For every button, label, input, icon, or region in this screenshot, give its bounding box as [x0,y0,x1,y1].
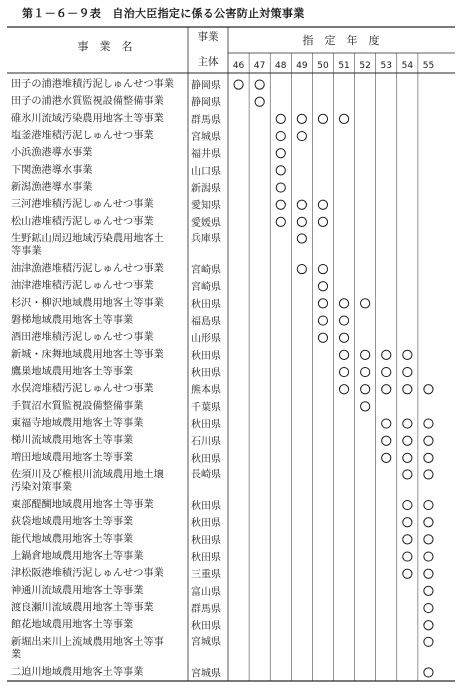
project-name: 碓氷川流域汚染農用地客土等事業 [11,113,164,125]
table-row [11,231,306,257]
project-name: 新堀出来川上流域農用地客土等事 [11,636,164,648]
project-entity: 富山県 [191,586,221,598]
table-row [11,313,349,328]
project-entity: 宮城県 [191,636,221,648]
designation-mark [318,299,327,308]
designation-mark [318,114,327,123]
designation-mark [403,436,412,445]
table-row [11,665,433,680]
project-name: 増田地域農用地客土等事業 [11,452,134,464]
project-name: 等事業 [11,245,42,257]
designation-mark [318,264,327,273]
project-name: 酒田港堆積汚泥しゅんせつ事業 [11,332,154,344]
project-name: 杉沢・柳沢地域農用地客土等事業 [11,297,164,309]
designation-mark [234,80,243,89]
year-header-48: 48 [275,61,287,71]
project-entity: 群馬県 [191,114,221,126]
table-title: 第１－６－９表 自治大臣指定に係る公害防止対策事業 [22,7,305,20]
designation-mark [339,299,348,308]
designation-mark [361,367,370,376]
designation-mark [403,367,412,376]
designation-mark [382,419,391,428]
designation-mark [318,282,327,291]
designation-mark [403,518,412,527]
table-row [11,364,412,379]
designation-mark [382,436,391,445]
project-name: 上鍋倉地域農用地客土等事業 [11,550,144,562]
year-header-53: 53 [380,61,392,71]
project-entity: 愛媛県 [191,217,221,229]
table-row [11,433,433,448]
designation-mark [339,385,348,394]
project-name: 佐須川及び椎根川流域農用地土壌 [11,469,164,481]
project-entity: 秋田県 [191,368,221,380]
table-row [11,146,285,161]
table-row [11,532,433,547]
designation-mark [297,264,306,273]
table-row [11,549,433,564]
project-entity: 宮城県 [191,132,221,144]
table-row [11,180,285,195]
project-name: 館花地域農用地客土等事業 [11,619,134,631]
designation-mark [424,453,433,462]
designation-mark [424,668,433,677]
project-entity: 秋田県 [191,453,221,465]
designation-mark [424,500,433,509]
table-row [11,214,328,229]
designation-mark [339,114,348,123]
table-row [11,399,370,414]
table-row [11,566,433,581]
project-entity: 山口県 [191,166,221,178]
designation-mark [424,419,433,428]
project-name: 三河港堆積汚泥しゅんせつ事業 [11,199,154,211]
designation-mark [276,200,285,209]
project-name: 手賀沼水質監視設備整備事業 [11,400,144,412]
project-entity: 福井県 [191,149,221,161]
project-name: 業 [11,649,22,661]
header-designated-year: 指 定 年 度 [302,34,380,47]
project-name: 梯川流域農用地客土等事業 [11,435,134,447]
designation-mark [403,385,412,394]
project-name: 小浜漁港導水事業 [11,147,93,159]
designation-mark [255,97,264,106]
table-row [11,497,433,512]
project-name: 下関漁港導水事業 [11,164,93,176]
header-entity-line1: 事業 [197,31,219,43]
project-name: 油津港堆積汚泥しゅんせつ事業 [11,280,154,292]
designation-mark [382,367,391,376]
project-name: 新潟漁港導水事業 [11,181,93,193]
project-entity: 石川県 [191,436,221,448]
project-entity: 三重県 [191,569,221,581]
designation-mark [424,586,433,595]
designation-mark [403,419,412,428]
designation-mark [318,333,327,342]
table-row [11,382,433,397]
project-entity: 山形県 [191,333,221,345]
designation-mark [424,470,433,479]
designation-mark [276,217,285,226]
year-header-47: 47 [253,61,266,71]
project-name: 松山港堆積汚泥しゅんせつ事業 [11,216,154,228]
project-entity: 秋田県 [191,350,221,362]
table-row [11,163,285,178]
project-name: 水俣湾堆積汚泥しゅんせつ事業 [11,383,154,395]
designation-mark [339,333,348,342]
project-name: 神通川流域農用地客土等事業 [11,585,144,597]
designation-mark [424,518,433,527]
project-name: 塩釜港堆積汚泥しゅんせつ事業 [11,130,154,142]
designation-mark [276,166,285,175]
project-name: 荻袋地域農用地客土等事業 [11,516,134,528]
table-row [11,515,433,530]
table-row [11,296,370,311]
designation-mark [361,385,370,394]
table-row [11,416,433,431]
project-entity: 静岡県 [191,97,221,109]
designation-mark [403,552,412,561]
designation-mark [255,80,264,89]
designation-mark [382,350,391,359]
project-name: 渡良瀬川流域農用地客土等事業 [11,602,154,614]
project-entity: 秋田県 [191,299,221,311]
designation-mark [318,200,327,209]
table-row [11,635,433,661]
designation-mark [276,131,285,140]
designation-mark [339,367,348,376]
table-row [11,467,433,493]
project-entity: 秋田県 [191,518,221,530]
table-row [11,450,433,465]
designation-mark [403,350,412,359]
project-entity: 秋田県 [191,535,221,547]
designation-mark [339,316,348,325]
project-entity: 秋田県 [191,419,221,431]
designation-mark [424,637,433,646]
table-header [78,30,435,71]
designation-mark [297,131,306,140]
table-row [11,347,412,362]
project-entity: 群馬県 [191,604,221,616]
designation-mark [318,217,327,226]
designation-mark [361,350,370,359]
table-row [11,77,264,92]
project-name: 磐梯地域農用地客土等事業 [11,314,134,326]
project-entity: 福島県 [191,316,221,328]
designation-mark [403,535,412,544]
designation-mark [424,535,433,544]
designation-mark [361,299,370,308]
table-row [11,618,433,633]
designation-mark [276,114,285,123]
project-entity: 千葉県 [191,402,221,414]
project-entity: 長崎県 [191,469,221,481]
table-row [11,583,433,598]
project-entity: 宮崎県 [191,282,221,294]
year-header-54: 54 [401,61,414,71]
header-entity-line2: 主体 [197,56,219,68]
project-name: 能代地域農用地客土等事業 [11,533,134,545]
designation-mark [318,316,327,325]
project-entity: 秋田県 [191,621,221,633]
project-entity: 静岡県 [191,80,221,92]
project-name: 新城・床舞地域農用地客土等事業 [11,349,164,361]
project-entity: 新潟県 [191,183,221,195]
project-name: 生野鉱山周辺地域汚染農用地客土 [11,233,164,245]
project-name: 油津漁港堆積汚泥しゅんせつ事業 [11,263,164,275]
designation-mark [424,385,433,394]
project-name: 鷹巣地域農用地客土等事業 [11,366,134,378]
year-header-50: 50 [317,61,329,71]
year-header-52: 52 [359,61,371,71]
project-name: 二迫川地域農用地客土等事業 [11,666,144,678]
designation-mark [424,569,433,578]
project-entity: 熊本県 [191,385,221,397]
project-name: 田子の浦港水質監視設備整備事業 [11,96,164,108]
table-row [11,94,264,109]
header-project-name: 事 業 名 [77,40,133,53]
project-name: 田子の浦港堆積汚泥しゅんせつ事業 [11,79,174,90]
designation-mark [424,603,433,612]
table-row [11,600,433,615]
project-name: 東福寺地域農用地客土等事業 [11,417,144,429]
designation-mark [403,569,412,578]
designation-mark [276,149,285,158]
designation-mark [297,200,306,209]
year-header-55: 55 [422,61,435,71]
table-row [11,330,349,345]
project-name: 東部醍醐地域農用地客土等事業 [11,499,154,511]
designation-mark [424,621,433,630]
designation-mark [297,217,306,226]
designation-mark [382,453,391,462]
table-row [11,279,328,294]
project-entity: 愛知県 [191,200,221,212]
designation-mark [424,436,433,445]
designation-mark [424,552,433,561]
designation-mark [361,402,370,411]
table-row [11,111,349,126]
year-header-49: 49 [296,61,308,71]
project-entity: 秋田県 [191,501,221,513]
project-name: 津松阪港堆積汚泥しゅんせつ事業 [11,568,164,580]
designation-mark [276,183,285,192]
designation-mark [403,453,412,462]
project-entity: 兵庫県 [191,233,221,245]
table-row [11,197,328,212]
designation-mark [403,470,412,479]
project-name: 汚染対策事業 [11,481,73,493]
designation-mark [297,234,306,243]
project-entity: 秋田県 [191,552,221,564]
year-header-51: 51 [338,61,350,71]
designation-mark [339,350,348,359]
table-row [11,262,328,277]
designation-mark [403,500,412,509]
project-entity: 宮崎県 [191,265,221,277]
designation-mark [382,385,391,394]
table-body [11,77,433,679]
year-header-46: 46 [232,61,245,71]
project-entity: 宮城県 [191,668,221,680]
table-row [11,128,306,143]
designation-mark [297,114,306,123]
